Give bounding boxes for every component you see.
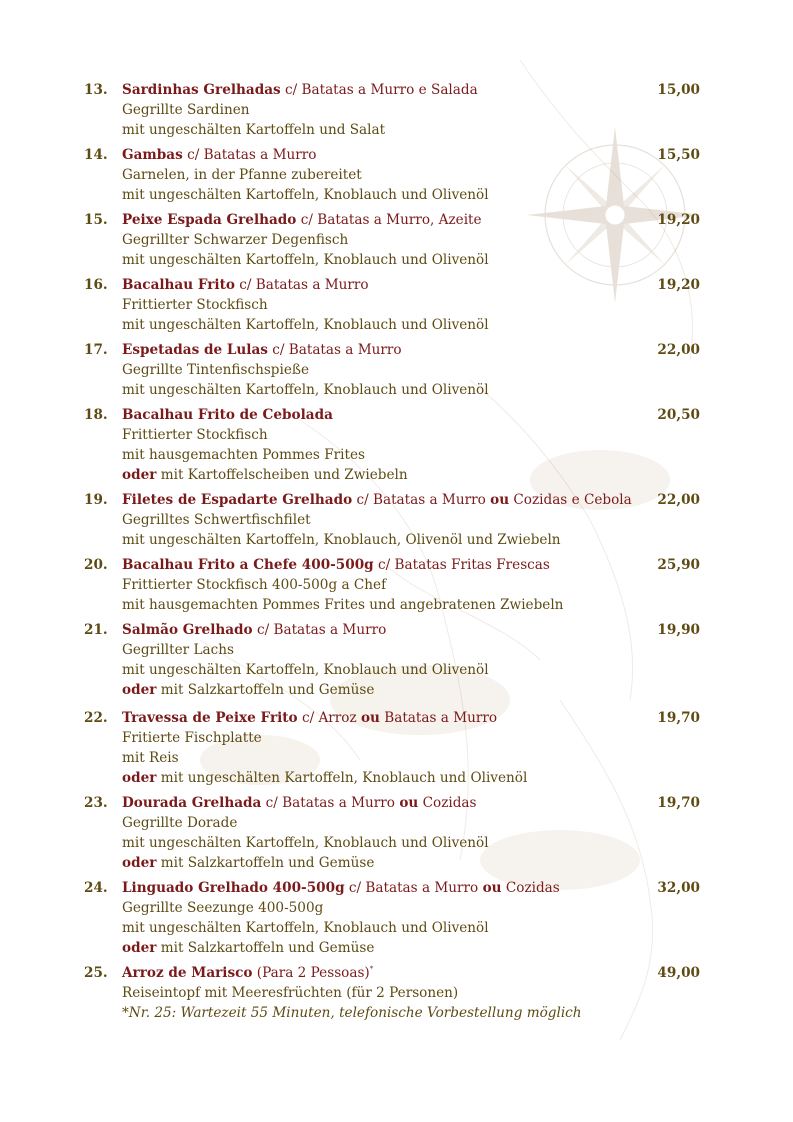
item-description: mit ungeschälten Kartoffeln, Knoblauch und Olivenöl <box>122 382 489 398</box>
item-alternative: mit ungeschälten Kartoffeln, Knoblauch und Olivenöl <box>160 770 528 786</box>
or-word: ou <box>399 795 419 811</box>
or-word: oder <box>122 770 157 786</box>
item-name: Espetadas de Lulas <box>122 342 268 358</box>
item-side: c/ Batatas a Murro <box>356 492 486 508</box>
menu-item <box>84 210 714 275</box>
item-price: 19,70 <box>657 795 700 811</box>
item-description: mit Reis <box>122 750 179 766</box>
item-side-alt: Cozidas e Cebola <box>513 492 632 508</box>
item-side: c/ Batatas a Murro <box>272 342 402 358</box>
menu-item <box>84 555 714 620</box>
item-description: mit ungeschälten Kartoffeln, Knoblauch und Olivenöl <box>122 252 489 268</box>
item-number: 17. <box>84 342 108 358</box>
item-translation: Frittierter Stockfisch <box>122 427 268 443</box>
item-price: 19,90 <box>657 622 700 638</box>
item-number: 22. <box>84 710 108 726</box>
item-price: 32,00 <box>657 880 700 896</box>
or-word: ou <box>490 492 510 508</box>
or-word: oder <box>122 467 157 483</box>
item-side-alt: Cozidas <box>505 880 560 896</box>
item-price: 22,00 <box>657 492 700 508</box>
item-description: mit ungeschälten Kartoffeln, Knoblauch und Olivenöl <box>122 662 489 678</box>
menu-item <box>84 793 714 878</box>
item-name: Arroz de Marisco <box>122 965 253 981</box>
item-name: Filetes de Espadarte Grelhado <box>122 492 353 508</box>
item-price: 19,20 <box>657 277 700 293</box>
or-word: ou <box>360 710 380 726</box>
item-side: c/ Batatas a Murro <box>265 795 395 811</box>
menu-item <box>84 340 714 405</box>
item-number: 18. <box>84 407 108 423</box>
menu-item <box>84 620 714 708</box>
item-name: Gambas <box>122 147 183 163</box>
item-name: Sardinhas Grelhadas <box>122 82 281 98</box>
item-translation: Gegrilltes Schwertfischfilet <box>122 512 311 528</box>
item-side: c/ Batatas a Murro, Azeite <box>300 212 482 228</box>
item-number: 15. <box>84 212 108 228</box>
item-description: mit ungeschälten Kartoffeln, Knoblauch, Olivenöl und Zwiebeln <box>122 532 561 548</box>
item-translation: Gegrillter Lachs <box>122 642 234 658</box>
item-translation: Gegrillte Dorade <box>122 815 238 831</box>
item-number: 16. <box>84 277 108 293</box>
item-side: c/ Batatas a Murro e Salada <box>285 82 478 98</box>
menu-item <box>84 80 714 145</box>
item-side: (Para 2 Pessoas) <box>256 965 370 981</box>
item-side: c/ Arroz <box>301 710 357 726</box>
menu-list <box>84 80 714 1028</box>
item-translation: Reiseintopf mit Meeresfrüchten (für 2 Personen) <box>122 985 459 1001</box>
item-translation: Gegrillte Tintenfischspieße <box>122 362 310 378</box>
item-side: c/ Batatas a Murro <box>187 147 317 163</box>
item-note: *Nr. 25: Wartezeit 55 Minuten, telefonische Vorbestellung möglich <box>122 1005 582 1021</box>
item-number: 20. <box>84 557 108 573</box>
item-name: Bacalhau Frito a Chefe 400-500g <box>122 557 374 573</box>
item-description: mit ungeschälten Kartoffeln, Knoblauch und Olivenöl <box>122 317 489 333</box>
menu-item <box>84 490 714 555</box>
item-price: 49,00 <box>657 965 700 981</box>
item-number: 13. <box>84 82 108 98</box>
menu-item <box>84 878 714 963</box>
item-name: Dourada Grelhada <box>122 795 262 811</box>
item-price: 22,00 <box>657 342 700 358</box>
item-side: c/ Batatas Fritas Frescas <box>378 557 550 573</box>
menu-item <box>84 275 714 340</box>
item-description: mit hausgemachten Pommes Frites <box>122 447 365 463</box>
menu-item <box>84 708 714 793</box>
or-word: oder <box>122 940 157 956</box>
item-translation: Frittierter Stockfisch <box>122 297 268 313</box>
item-translation: Gegrillte Seezunge 400-500g <box>122 900 324 916</box>
menu-item <box>84 145 714 210</box>
or-word: oder <box>122 855 157 871</box>
item-side-alt: Cozidas <box>422 795 477 811</box>
item-name: Linguado Grelhado 400-500g <box>122 880 345 896</box>
item-translation: Gegrillter Schwarzer Degenfisch <box>122 232 349 248</box>
item-side: c/ Batatas a Murro <box>348 880 479 896</box>
item-translation: Garnelen, in der Pfanne zubereitet <box>122 167 362 183</box>
item-number: 25. <box>84 965 108 981</box>
item-price: 19,20 <box>657 212 700 228</box>
item-description: mit ungeschälten Kartoffeln, Knoblauch und Olivenöl <box>122 835 489 851</box>
item-alternative: mit Kartoffelscheiben und Zwiebeln <box>160 467 408 483</box>
item-name: Salmão Grelhado <box>122 622 253 638</box>
item-side-alt: Batatas a Murro <box>384 710 498 726</box>
item-description: mit ungeschälten Kartoffeln, Knoblauch und Olivenöl <box>122 920 489 936</box>
item-number: 19. <box>84 492 108 508</box>
item-description: mit ungeschälten Kartoffeln und Salat <box>122 122 386 138</box>
item-description: mit ungeschälten Kartoffeln, Knoblauch und Olivenöl <box>122 187 489 203</box>
item-number: 24. <box>84 880 108 896</box>
item-side: c/ Batatas a Murro <box>239 277 369 293</box>
or-word: oder <box>122 682 157 698</box>
item-number: 23. <box>84 795 108 811</box>
item-price: 25,90 <box>657 557 700 573</box>
item-side: c/ Batatas a Murro <box>256 622 387 638</box>
menu-item <box>84 405 714 490</box>
item-price: 15,00 <box>657 82 700 98</box>
item-number: 14. <box>84 147 108 163</box>
item-price: 19,70 <box>657 710 700 726</box>
item-name: Travessa de Peixe Frito <box>122 710 298 726</box>
item-translation: Frittierter Stockfisch 400-500g a Chef <box>122 577 387 593</box>
item-price: 15,50 <box>657 147 700 163</box>
item-alternative: mit Salzkartoffeln und Gemüse <box>160 682 375 698</box>
item-alternative: mit Salzkartoffeln und Gemüse <box>160 940 375 956</box>
item-number: 21. <box>84 622 108 638</box>
item-name: Bacalhau Frito de Cebolada <box>122 407 333 423</box>
or-word: ou <box>482 880 502 896</box>
item-translation: Fritierte Fischplatte <box>122 730 262 746</box>
item-description: mit hausgemachten Pommes Frites und angebratenen Zwiebeln <box>122 597 564 613</box>
item-translation: Gegrillte Sardinen <box>122 102 250 118</box>
item-name: Bacalhau Frito <box>122 277 235 293</box>
item-alternative: mit Salzkartoffeln und Gemüse <box>160 855 375 871</box>
item-name: Peixe Espada Grelhado <box>122 212 297 228</box>
menu-item <box>84 963 714 1028</box>
footnote-mark: * <box>369 965 374 973</box>
item-price: 20,50 <box>657 407 700 423</box>
